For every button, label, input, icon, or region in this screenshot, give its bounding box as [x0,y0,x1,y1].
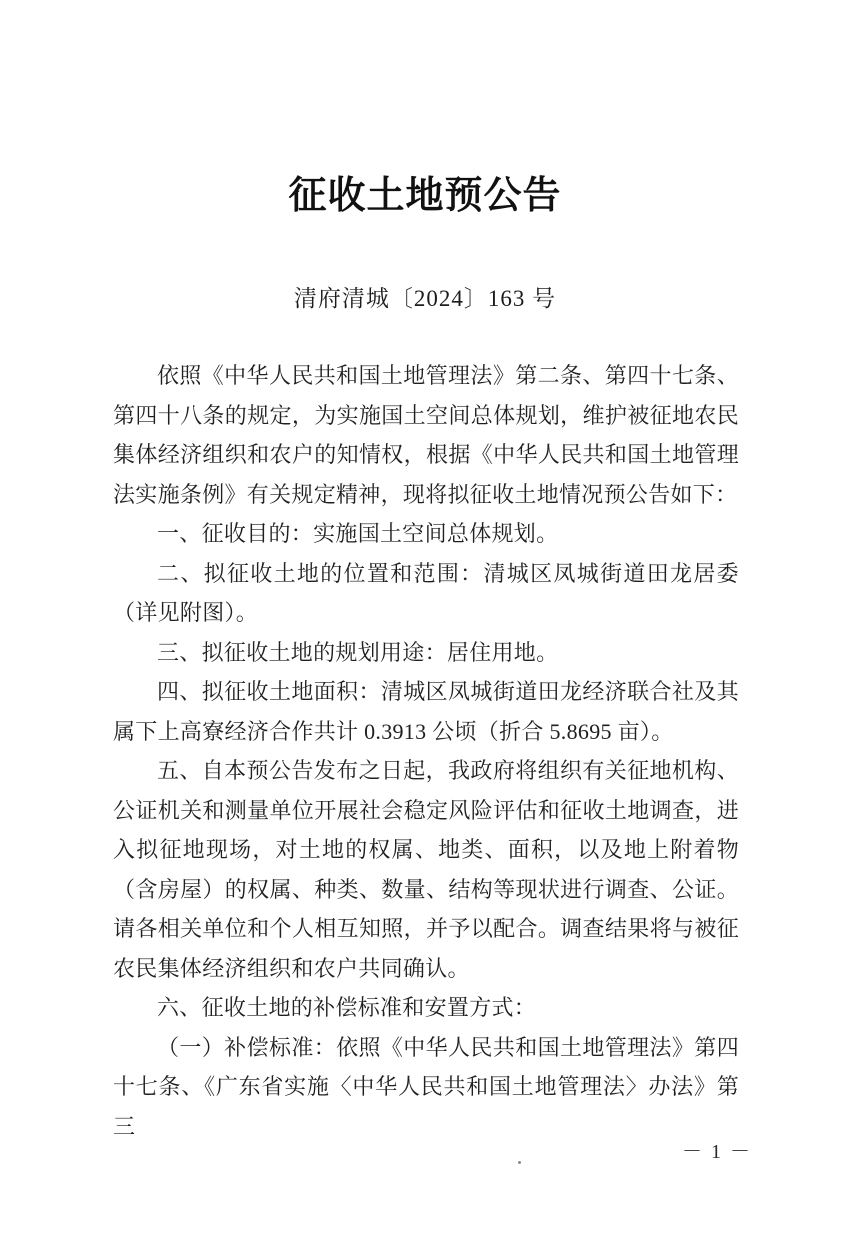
paragraph-item-2-location: 二、拟征收土地的位置和范围：清城区凤城街道田龙居委（详见附图）。 [113,560,739,625]
paragraph-item-1-purpose: 一、征收目的：实施国土空间总体规划。 [157,521,559,546]
paragraph-item-3-planned-use: 三、拟征收土地的规划用途：居住用地。 [157,639,559,665]
paragraph-item-6-1-standard: （一）补偿标准：依照《中华人民共和国土地管理法》第四十七条、《广东省实施〈中华人民共和国土地管理法〉办法》第三 [113,1034,739,1139]
paragraph-item-5-survey: 五、自本预公告发布之日起，我政府将组织有关征地机构、公证机关和测量单位开展社会稳定风险评估和征收土地调查，进入拟征地现场，对土地的权属、地类、面积，以及地上附着物（含房屋）的权属、种类、数量、结构等现状进行调查、公证。请各相关单位和个人相互知照，并予以配合。调查结果将与被征农民集体经济组织和农户共同确认。 [113,758,739,981]
paragraph-item-6-compensation: 六、征收土地的补偿标准和安置方式： [157,995,537,1020]
document-body [113,356,739,1146]
paragraph-item-4-area: 四、拟征收土地面积：清城区凤城街道田龙经济联合社及其属下上高寮经济合作共计 0.3913 公顷（折合 5.8695 亩）。 [113,679,739,744]
document-reference-number: 清府清城〔2024〕163 号 [293,286,557,311]
scan-artifact-dot [518,1161,521,1164]
page-number: － 1 － [682,1141,752,1163]
document-title: 征收土地预公告 [288,175,562,217]
paragraph-intro: 依照《中华人民共和国土地管理法》第二条、第四十七条、第四十八条的规定，为实施国土空间总体规划，维护被征地农民集体经济组织和农户的知情权，根据《中华人民共和国土地管理法实施条例》有关规定精神，现将拟征收土地情况预公告如下： [113,363,739,507]
